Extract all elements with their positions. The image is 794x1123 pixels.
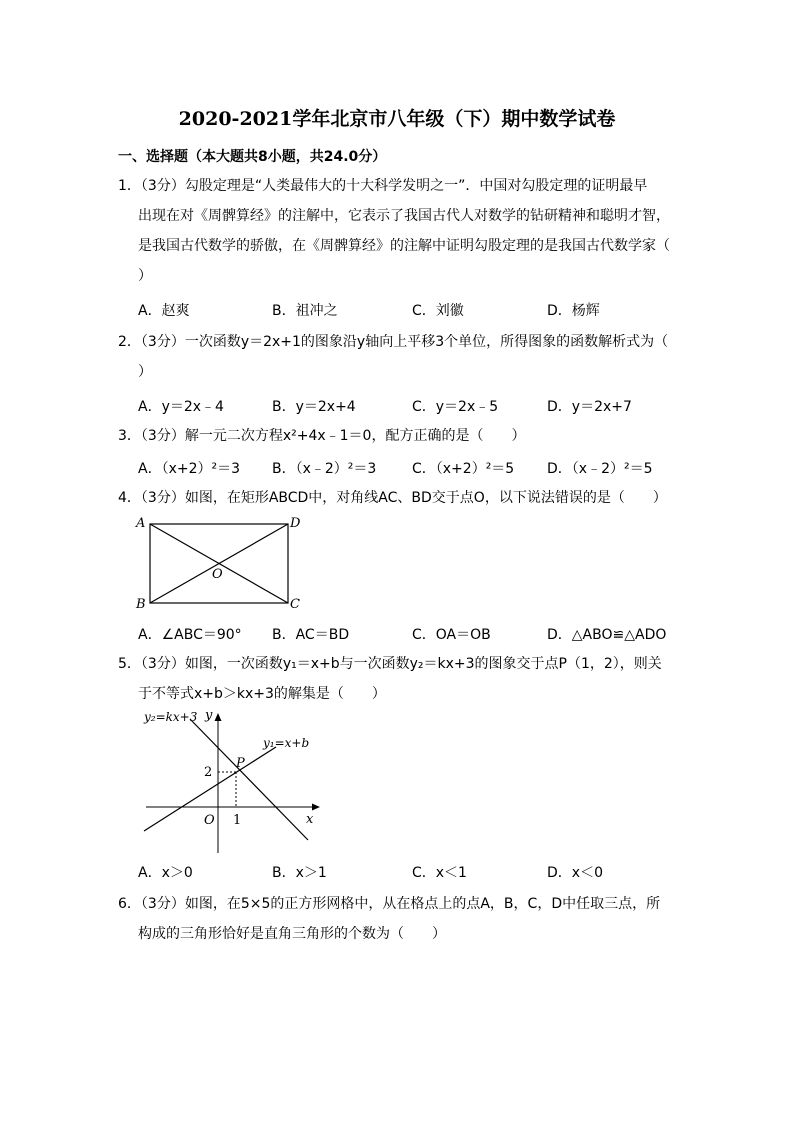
question-3-option-a[interactable]: A．（x+2）²＝3 xyxy=(138,461,241,477)
question-1-line-2: 出现在对《周髀算经》的注解中，它表示了我国古代人对数学的钻研精神和聪明才智， xyxy=(138,208,670,224)
question-4-option-d[interactable]: D．△ABO≌△ADO xyxy=(547,627,667,643)
question-2-option-d[interactable]: D．y＝2x+7 xyxy=(547,399,632,415)
function-graph-figure xyxy=(138,705,338,855)
question-2-option-a[interactable]: A．y＝2x﹣4 xyxy=(138,399,224,415)
question-5-option-b[interactable]: B．x＞1 xyxy=(272,865,327,881)
question-1-line-1: 1．（3分）勾股定理是“人类最伟大的十大科学发明之一”．中国对勾股定理的证明最早 xyxy=(118,178,648,194)
question-1-line-4: ） xyxy=(138,268,152,284)
question-5-option-c[interactable]: C．x＜1 xyxy=(412,865,467,881)
vertex-label-c: C xyxy=(290,597,300,612)
question-2-line-1: 2．（3分）一次函数y＝2x+1的图象沿y轴向上平移3个单位，所得图象的函数解析式为（ xyxy=(118,334,669,350)
question-5-line-1: 5．（3分）如图，一次函数y₁＝x+b与一次函数y₂＝kx+3的图象交于点P（1，2），则关 xyxy=(118,656,662,672)
label-y-axis: y xyxy=(205,708,213,723)
label-x-axis: x xyxy=(306,812,314,827)
question-2-line-2: ） xyxy=(138,364,152,380)
rectangle-figure xyxy=(132,512,312,612)
label-y1: y₁=x+b xyxy=(263,736,310,750)
question-2-option-c[interactable]: C．y＝2x﹣5 xyxy=(412,399,499,415)
x-axis-arrow-icon xyxy=(312,804,320,811)
y-axis-arrow-icon xyxy=(215,713,222,721)
label-origin: O xyxy=(204,813,215,828)
question-3-option-c[interactable]: C．（x+2）²＝5 xyxy=(412,461,515,477)
question-4-option-a[interactable]: A．∠ABC＝90° xyxy=(138,627,242,643)
question-5-option-a[interactable]: A．x＞0 xyxy=(138,865,193,881)
question-3-option-b[interactable]: B．（x﹣2）²＝3 xyxy=(272,461,377,477)
vertex-label-b: B xyxy=(136,597,146,612)
question-4-option-b[interactable]: B．AC＝BD xyxy=(272,627,350,643)
label-tick-1: 1 xyxy=(233,813,242,828)
question-2-option-b[interactable]: B．y＝2x+4 xyxy=(272,399,356,415)
question-1-option-b[interactable]: B．祖冲之 xyxy=(272,303,338,319)
question-6-line-1: 6．（3分）如图，在5×5的正方形网格中，从在格点上的点A，B，C，D中任取三点，所 xyxy=(118,896,661,912)
question-3-line-1: 3．（3分）解一元二次方程x²+4x﹣1＝0，配方正确的是（ ） xyxy=(118,428,526,444)
label-tick-2: 2 xyxy=(204,765,213,780)
vertex-label-d: D xyxy=(290,516,301,531)
question-3-option-d[interactable]: D．（x﹣2）²＝5 xyxy=(547,461,653,477)
question-1-option-c[interactable]: C．刘徽 xyxy=(412,303,464,319)
question-5-option-d[interactable]: D．x＜0 xyxy=(547,865,603,881)
question-1-option-a[interactable]: A．赵爽 xyxy=(138,303,190,319)
label-point-p: P xyxy=(236,756,245,771)
page-title: 2020-2021学年北京市八年级（下）期中数学试卷 xyxy=(178,108,616,130)
question-5-line-2: 于不等式x+b＞kx+3的解集是（ ） xyxy=(138,686,386,702)
label-y2: y₂=kx+3 xyxy=(144,710,198,724)
question-1-option-d[interactable]: D．杨辉 xyxy=(547,303,600,319)
section-heading: 一、选择题（本大题共8小题，共24.0分） xyxy=(118,149,387,165)
question-4-line-1: 4．（3分）如图，在矩形ABCD中，对角线AC、BD交于点O，以下说法错误的是（ ） xyxy=(118,490,667,506)
center-label-o: O xyxy=(212,567,223,582)
question-6-line-2: 构成的三角形恰好是直角三角形的个数为（ ） xyxy=(138,926,446,942)
vertex-label-a: A xyxy=(136,516,146,531)
question-4-option-c[interactable]: C．OA＝OB xyxy=(412,627,491,643)
question-1-line-3: 是我国古代数学的骄傲，在《周髀算经》的注解中证明勾股定理的是我国古代数学家（ xyxy=(138,238,670,254)
